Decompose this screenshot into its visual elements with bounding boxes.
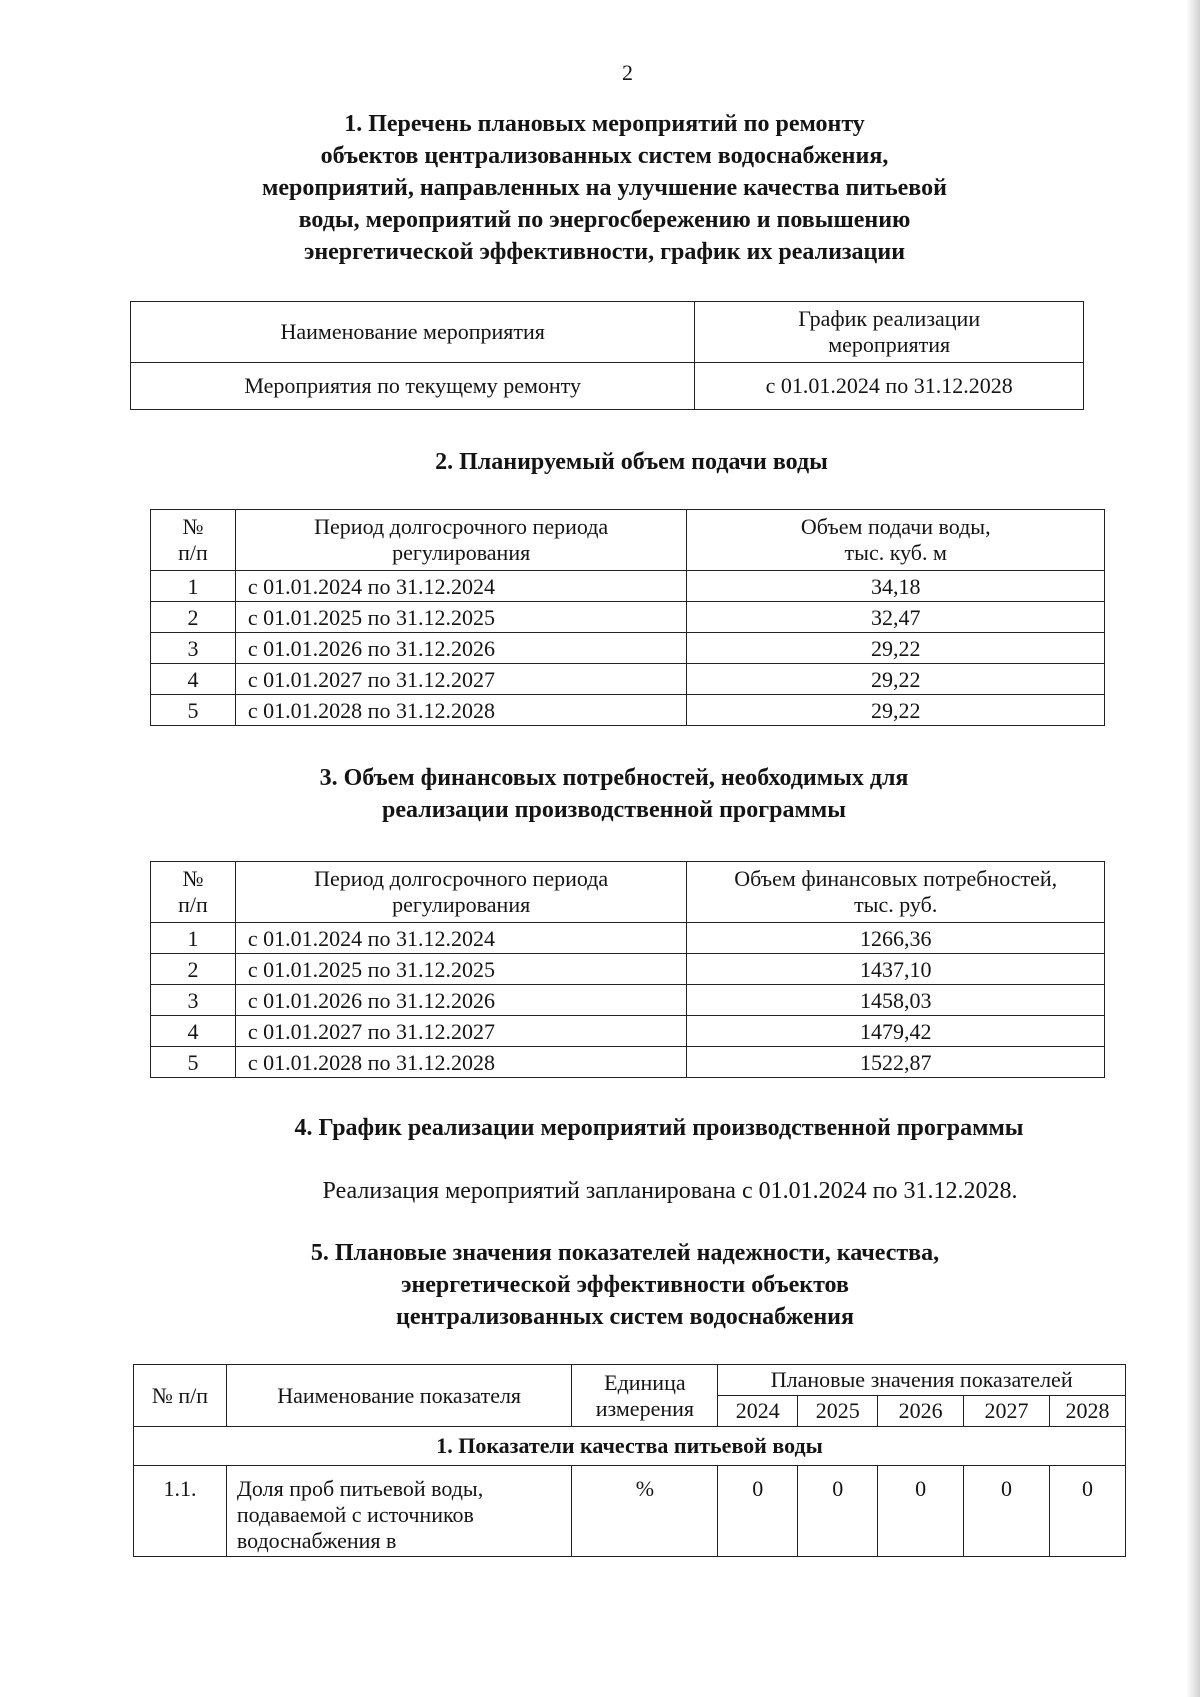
row-num: 2 (151, 954, 236, 985)
row-period: с 01.01.2026 по 31.12.2026 (235, 633, 687, 664)
row-volume: 29,22 (687, 695, 1105, 726)
title-line: централизованных систем водоснабжения (396, 1304, 854, 1330)
row-period: с 01.01.2024 по 31.12.2024 (235, 923, 687, 954)
table-header-row (151, 510, 1105, 571)
row-financial-value: 1266,36 (687, 923, 1105, 954)
implementation-note: Реализация мероприятий запланирована с 01.01.2024 по 31.12.2028. (322, 1178, 1018, 1204)
row-period: с 01.01.2028 по 31.12.2028 (235, 695, 687, 726)
header-num: № п/п (151, 862, 236, 923)
row-period: с 01.01.2028 по 31.12.2028 (235, 1047, 687, 1078)
row-value: 0 (878, 1466, 964, 1557)
row-indicator-name: Доля проб питьевой воды, подаваемой с источников водоснабжения в (226, 1466, 572, 1557)
header-num: № п/п (151, 510, 236, 571)
row-period: с 01.01.2025 по 31.12.2025 (235, 954, 687, 985)
title-line: объектов централизованных систем водоснабжения, (320, 143, 889, 169)
title-line: 5. Плановые значения показателей надежности, качества, (310, 1240, 940, 1266)
row-num: 5 (151, 695, 236, 726)
table-row (151, 695, 1105, 726)
title-line: 3. Объем финансовых потребностей, необходимых для (319, 765, 909, 791)
table-row (151, 602, 1105, 633)
row-num: 1 (151, 571, 236, 602)
table-header-row (134, 1365, 1126, 1396)
water-supply-table (150, 509, 1105, 726)
financial-needs-table (150, 861, 1105, 1078)
header-volume: Объем подачи воды, тыс. куб. м (687, 510, 1105, 571)
page-number: 2 (622, 60, 633, 85)
row-period: с 01.01.2027 по 31.12.2027 (235, 1016, 687, 1047)
row-value: 0 (718, 1466, 798, 1557)
row-financial-value: 1437,10 (687, 954, 1105, 985)
row-num: 2 (151, 602, 236, 633)
row-period: с 01.01.2024 по 31.12.2024 (235, 571, 687, 602)
section-3-title (0, 762, 1200, 826)
row-financial-value: 1522,87 (687, 1047, 1105, 1078)
row-value: 0 (798, 1466, 878, 1557)
row-num: 3 (151, 985, 236, 1016)
title-line: воды, мероприятий по энергосбережению и повышению (298, 207, 911, 233)
row-num: 5 (151, 1047, 236, 1078)
row-volume: 29,22 (687, 664, 1105, 695)
title-line: энергетической эффективности, график их реализации (303, 239, 906, 265)
row-volume: 29,22 (687, 633, 1105, 664)
row-financial-value: 1479,42 (687, 1016, 1105, 1047)
header-unit: Единица измерения (572, 1365, 718, 1427)
row-period: с 01.01.2027 по 31.12.2027 (235, 664, 687, 695)
row-num: 1 (151, 923, 236, 954)
activities-table (130, 301, 1084, 410)
header-year: 2025 (798, 1396, 878, 1427)
table-row (151, 923, 1105, 954)
section-1-title (0, 108, 1200, 268)
row-num: 4 (151, 664, 236, 695)
header-schedule: График реализации мероприятия (695, 302, 1084, 363)
section-5-title (0, 1237, 1200, 1333)
table-row (131, 363, 1084, 410)
row-value: 0 (1049, 1466, 1125, 1557)
activity-name-cell: Мероприятия по текущему ремонту (131, 363, 695, 410)
table-header-row (151, 862, 1105, 923)
header-year: 2028 (1049, 1396, 1125, 1427)
row-volume: 34,18 (687, 571, 1105, 602)
row-value: 0 (964, 1466, 1050, 1557)
title-line: 1. Перечень плановых мероприятий по ремонту (344, 111, 865, 137)
header-year: 2024 (718, 1396, 798, 1427)
section-2-title: 2. Планируемый объем подачи воды (435, 449, 828, 475)
header-financial-volume: Объем финансовых потребностей, тыс. руб. (687, 862, 1105, 923)
row-volume: 32,47 (687, 602, 1105, 633)
row-financial-value: 1458,03 (687, 985, 1105, 1016)
header-num: № п/п (134, 1365, 227, 1427)
indicator-group-row (134, 1427, 1126, 1466)
row-num: 4 (151, 1016, 236, 1047)
section-4-title: 4. График реализации мероприятий производственной программы (294, 1115, 1024, 1141)
row-period: с 01.01.2026 по 31.12.2026 (235, 985, 687, 1016)
title-line: мероприятий, направленных на улучшение качества питьевой (262, 175, 947, 201)
indicators-table (133, 1364, 1126, 1557)
table-row (151, 664, 1105, 695)
title-line: реализации производственной программы (382, 797, 846, 823)
header-activity-name: Наименование мероприятия (131, 302, 695, 363)
row-num: 3 (151, 633, 236, 664)
table-row (134, 1466, 1126, 1557)
table-row (151, 571, 1105, 602)
table-row (151, 954, 1105, 985)
title-line: энергетической эффективности объектов (401, 1272, 849, 1298)
table-row (151, 1016, 1105, 1047)
table-row (151, 985, 1105, 1016)
table-row (151, 1047, 1105, 1078)
header-planned-values: Плановые значения показателей (718, 1365, 1126, 1396)
table-header-row (131, 302, 1084, 363)
header-year: 2027 (964, 1396, 1050, 1427)
activity-schedule-cell: с 01.01.2024 по 31.12.2028 (695, 363, 1084, 410)
row-num: 1.1. (134, 1466, 227, 1557)
row-unit: % (572, 1466, 718, 1557)
indicator-group-title: 1. Показатели качества питьевой воды (134, 1427, 1126, 1466)
row-period: с 01.01.2025 по 31.12.2025 (235, 602, 687, 633)
header-period: Период долгосрочного периода регулирования (235, 862, 687, 923)
header-year: 2026 (878, 1396, 964, 1427)
header-indicator-name: Наименование показателя (226, 1365, 572, 1427)
table-row (151, 633, 1105, 664)
header-period: Период долгосрочного периода регулирования (235, 510, 687, 571)
